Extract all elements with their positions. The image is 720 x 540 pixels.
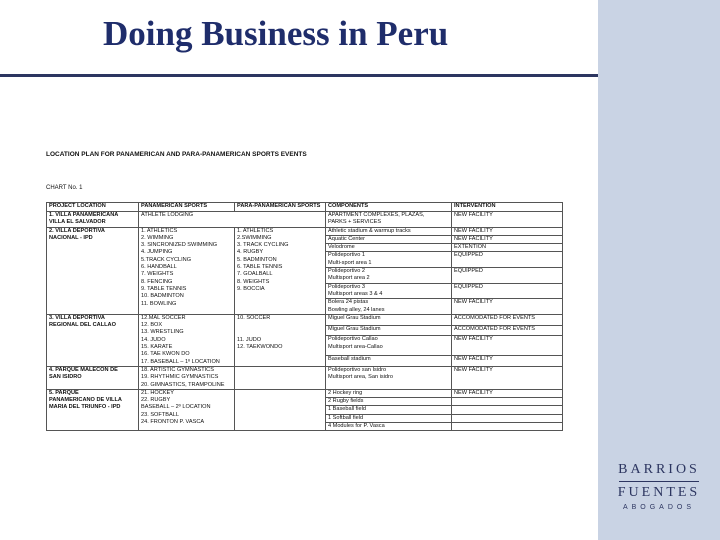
panamerican-sports-cell [139,227,235,314]
components-cell [326,227,452,235]
intervention-cell: NEW FACILITY [452,356,563,367]
sport-line: 11. BOWLING [141,300,177,307]
sport-line: 13. WRESTLING [141,329,184,336]
sport-line: 21. HOCKEY [141,389,174,396]
intervention-cell: ACCOMODATED FOR EVENTS [452,314,563,325]
component-line: Polideportivo 2 [328,268,366,275]
column-header: PARA-PANAMERICAN SPORTS [235,203,326,212]
logo-line-2: FUENTES [617,485,701,500]
components-cell [326,414,452,422]
table-header-row [47,203,563,212]
sport-line: 15. KARATE [141,344,173,351]
components-cell [326,356,452,367]
intervention-cell: EQUIPPED [452,268,563,284]
title-underline [0,74,598,77]
project-location-cell [47,227,139,314]
component-line: 2 Hockey ring [328,389,363,396]
sport-line: 3. SINCRONIZED SWIMMING [141,242,218,249]
intervention-cell: NEW FACILITY [452,227,563,235]
table-row [47,227,563,235]
location-line: 2. VILLA DEPORTIVA [49,227,105,234]
sport-line: 11. JUDO [237,336,262,343]
sport-line: 8. FENCING [141,278,173,285]
sport-line: 19. RHYTHMIC GYMNASTICS [141,374,219,381]
intervention-cell [452,414,563,422]
components-cell [326,336,452,356]
intervention-cell [452,423,563,431]
para-panamerican-sports-cell [235,314,326,366]
intervention-cell: NEW FACILITY [452,366,563,389]
logo-line-3: ABOGADOS [622,504,696,511]
component-line: 1 Softball field [328,414,364,421]
para-panamerican-sports-cell [235,227,326,314]
sport-line: 16. TAE KWON DO [141,351,190,358]
panamerican-sports-cell [139,314,235,366]
component-line: Multisport area 2 [328,275,370,282]
sport-line [237,329,323,336]
para-panamerican-sports-cell [235,366,326,389]
components-cell [326,252,452,268]
component-line: Athletic stadium & warmup tracks [328,227,411,234]
panamerican-sports-cell [139,389,235,430]
company-logo [598,462,720,511]
logo-line-1: BARRIOS [618,462,700,477]
sport-line: 10. SOCCER [237,314,271,321]
column-header: INTERVENTION [452,203,563,212]
component-line: 2 Rugby fields [328,398,364,405]
sport-line: 6. HANDBALL [141,264,177,271]
components-cell [326,235,452,243]
component-line: Polideportivo 1 [328,252,366,259]
component-line: Polideportivo 3 [328,283,366,290]
component-line: Multisport areas 3 & 4 [328,290,383,297]
components-cell [326,283,452,299]
components-cell [326,299,452,315]
sport-line: 9. BOCCIA [237,285,265,292]
location-plan-table [46,202,563,431]
intervention-cell: EQUIPPED [452,252,563,268]
component-line: Bolera 24 pistas [328,299,369,306]
project-location-cell [47,389,139,430]
components-cell [326,244,452,252]
intervention-cell: NEW FACILITY [452,212,563,228]
location-line: SAN ISIDRO [49,374,82,381]
location-line: PANAMERICANO DE VILLA [49,397,122,404]
sport-line: 4. JUMPING [141,249,173,256]
project-location-cell [47,366,139,389]
location-line: 1. VILLA PANAMERICANA [49,212,119,218]
components-cell [326,212,452,228]
components-cell [326,314,452,325]
location-line: MARIA DEL TRIUNFO - IPD [49,404,121,411]
location-line: 5. PARQUE [49,389,79,396]
column-header: COMPONENTS [326,203,452,212]
component-line: PARKS + SERVICES [328,219,382,226]
sport-line: 12. TAEKWONDO [237,344,283,351]
location-line: 4. PARQUE MALECON DE [49,366,118,373]
sport-line: 12.MAL SOCCER [141,314,186,321]
component-line: Multi-sport area 1 [328,259,372,266]
document-heading: LOCATION PLAN FOR PANAMERICAN AND PARA-PANAMERICAN SPORTS EVENTS [46,151,307,158]
component-line: Aquatic Center [328,235,366,242]
column-header: PANAMERICAN SPORTS [139,203,235,212]
component-line: Bowling alley, 24 lanes [328,306,385,313]
components-cell [326,406,452,414]
sport-line: 7. WEIGHTS [141,271,174,278]
sport-line: 4. RUGBY [237,249,264,256]
component-line: 1 Baseball field [328,406,366,413]
location-line: VILLA EL SALVADOR [49,219,106,226]
logo-divider [619,481,699,482]
sport-line: 23. SOFTBALL [141,411,179,418]
table-row [47,314,563,325]
component-line: Multisport area-Callao [328,343,383,350]
project-location-cell [47,212,139,228]
para-panamerican-sports-cell [235,389,326,430]
component-line: Baseball stadium [328,356,371,363]
intervention-cell: EQUIPPED [452,283,563,299]
component-line: Polideportivo Callao [328,336,378,343]
sport-line: 7. GOALBALL [237,271,273,278]
components-cell [326,268,452,284]
sport-line: 5. BADMINTON [237,256,277,263]
intervention-cell [452,398,563,406]
slide-title: Doing Business in Peru [103,14,449,53]
location-line: REGIONAL DEL CALLAO [49,322,116,329]
location-line: 3. VILLA DEPORTIVA [49,314,105,321]
location-line: NACIONAL - IPD [49,234,93,241]
sport-line: 2. WIMMING [141,234,174,241]
sport-line: 1. ATHLETICS [141,227,178,234]
intervention-cell: NEW FACILITY [452,336,563,356]
sport-line: 5.TRACK CYCLING [141,256,192,263]
sport-line [237,322,323,329]
sport-line: 22. RUGBY [141,397,171,404]
sport-line: 18. ARTISTIC GYMNASTICS [141,366,214,373]
sport-line: 3. TRACK CYCLING [237,242,289,249]
components-cell [326,325,452,336]
components-cell [326,389,452,397]
component-line: Miguel Grau Stadium [328,314,381,321]
component-line: 4 Modules for P. Vasca [328,423,385,430]
chart-number-label: CHART No. 1 [46,185,83,191]
sport-line: 20. GIMNASTICS, TRAMPOLINE [141,381,225,388]
component-line: Polideportivo san Isidro [328,366,387,373]
component-line: Velodrome [328,244,355,251]
sport-line: 14. JUDO [141,336,166,343]
sport-line: 10. BADMINTON [141,293,184,300]
sport-line: 1. ATHLETICS [237,227,274,234]
intervention-cell [452,406,563,414]
table-row [47,389,563,397]
component-line: Miguel Grau Stadium [328,325,381,332]
component-line: APARTMENT COMPLEXES, PLAZAS, [328,212,425,218]
sport-line: 24. FRONTON P. VASCA [141,419,205,426]
intervention-cell: ACCOMODATED FOR EVENTS [452,325,563,336]
right-sidebar-panel [598,0,720,540]
sport-line: BASEBALL – 2º LOCATION [141,404,211,411]
panamerican-sports-cell [139,366,235,389]
merged-sports-cell: ATHLETE LODGING [139,212,326,228]
sport-line: 9. TABLE TENNIS [141,285,187,292]
intervention-cell: NEW FACILITY [452,235,563,243]
sport-line: 12. BOX [141,322,163,329]
table-row [47,212,563,228]
intervention-cell: NEW FACILITY [452,299,563,315]
project-location-cell [47,314,139,366]
table-row [47,366,563,389]
intervention-cell: NEW FACILITY [452,389,563,397]
sport-line: 17. BASEBALL – 1º LOCATION [141,358,220,365]
sport-line: 2.SWIMMING [237,234,272,241]
sport-line: 6. TABLE TENNIS [237,264,283,271]
intervention-cell: EXTENTION [452,244,563,252]
components-cell [326,366,452,389]
components-cell [326,423,452,431]
sport-line: 8. WEIGHTS [237,278,270,285]
components-cell [326,398,452,406]
column-header: PROJECT LOCATION [47,203,139,212]
component-line: Multisport area, San isidro [328,374,393,381]
